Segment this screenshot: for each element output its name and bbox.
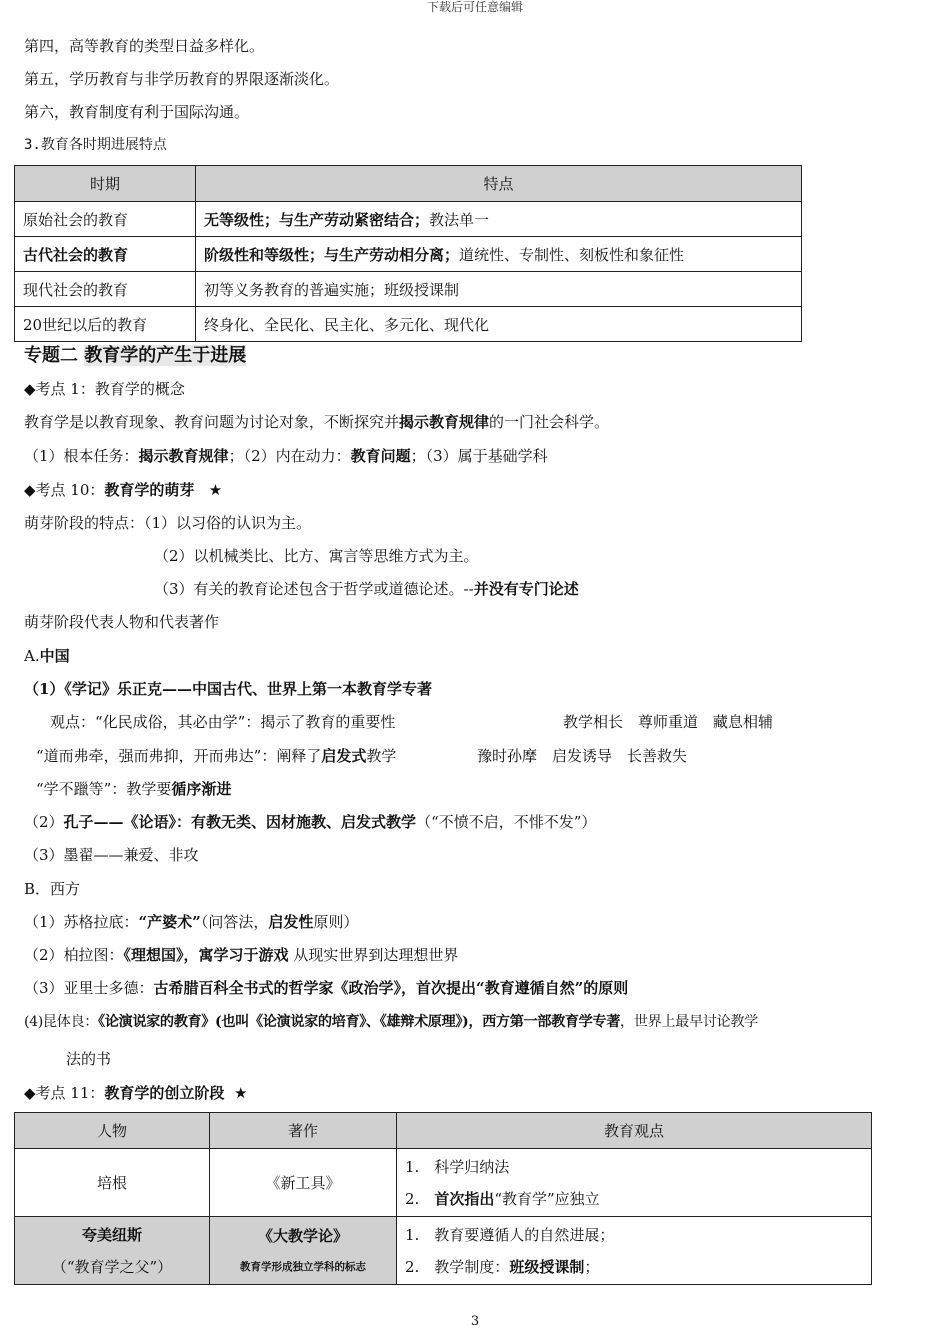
- subheading-periods: 3.教育各时期进展特点: [24, 137, 167, 153]
- aristotle-line: （3）亚里士多德：古希腊百科全书式的哲学家《政治学》，首次提出“教育遵循自然”的原则: [24, 979, 629, 997]
- kaodian-10: ◆考点 10：教育学的萌芽 ★: [24, 481, 223, 499]
- feature-cell: 无等级性；与生产劳动紧密结合；教法单一: [196, 202, 802, 237]
- intro-line-4: 第四，高等教育的类型日益多样化。: [24, 37, 265, 55]
- feature-cell: 终身化、全民化、民主化、多元化、现代化: [196, 307, 802, 342]
- plato-line: （2）柏拉图：《理想国》，寓学习于游戏 从现实世界到达理想世界: [24, 946, 459, 964]
- view-cell: 1. 教育要遵循人的自然进展； 2. 教学制度：班级授课制；: [397, 1217, 872, 1285]
- intro-line-6: 第六，教育制度有利于国际沟通。: [24, 103, 250, 121]
- period-cell: 现代社会的教育: [15, 272, 196, 307]
- th-view: 教育观点: [397, 1113, 872, 1149]
- china-heading: A.中国: [24, 647, 70, 665]
- th-person: 人物: [15, 1113, 210, 1149]
- work-cell: 《大教学论》 教育学形成独立学科的标志: [210, 1217, 397, 1285]
- quintilian-line-2: 法的书: [66, 1050, 112, 1068]
- kaodian-11: ◆考点 11：教育学的创立阶段 ★: [24, 1084, 248, 1102]
- table-row: [15, 1217, 872, 1285]
- xueji-view-3: “学不躐等”：教学要循序渐进: [36, 780, 232, 798]
- mozi-line: （3）墨翟——兼爱、非攻: [24, 846, 199, 864]
- section-title: 专题二 教育学的产生于进展: [24, 345, 247, 366]
- period-cell: 原始社会的教育: [15, 202, 196, 237]
- star-icon: ★: [208, 481, 223, 499]
- th-period: 时期: [15, 166, 196, 202]
- sprout-line-3: （3）有关的教育论述包含于哲学或道德论述。--并没有专门论述: [154, 580, 579, 598]
- th-work: 著作: [210, 1113, 397, 1149]
- feature-cell: 阶级性和等级性；与生产劳动相分离；道统性、专制性、刻板性和象征性: [196, 237, 802, 272]
- th-feature: 特点: [196, 166, 802, 202]
- table-row: [15, 237, 802, 272]
- confucius-line: （2）孔子——《论语》：有教无类、因材施教、启发式教学（“不愤不启，不悱不发”）: [24, 813, 597, 831]
- xueji-view-2-right: 豫时孙摩 启发诱导 长善救失: [477, 747, 688, 765]
- sprout-line-2: （2）以机械类比、比方、寓言等思维方式为主。: [154, 547, 479, 565]
- founders-table: [14, 1112, 872, 1285]
- table-row: [15, 1149, 872, 1217]
- xueji-view-1: 观点：“化民成俗，其必由学”：揭示了教育的重要性: [50, 713, 396, 731]
- period-cell: 20世纪以后的教育: [15, 307, 196, 342]
- xueji-view-2: “道而弗牵，强而弗抑，开而弗达”：阐释了启发式教学: [36, 747, 397, 765]
- intro-line-5: 第五，学历教育与非学历教育的界限逐渐淡化。: [24, 70, 340, 88]
- tasks-line: （1）根本任务：揭示教育规律；（2）内在动力：教育问题；（3）属于基础学科: [24, 447, 548, 465]
- period-cell: 古代社会的教育: [15, 237, 196, 272]
- sprout-line-4: 萌芽阶段代表人物和代表著作: [24, 613, 220, 631]
- page-number: 3: [470, 1314, 480, 1329]
- view-cell: 1. 科学归纳法 2. 首次指出“教育学”应独立: [397, 1149, 872, 1217]
- sprout-line-1: 萌芽阶段的特点：（1）以习俗的认识为主。: [24, 514, 312, 532]
- star-icon: ★: [233, 1084, 248, 1102]
- page-header: 下载后可任意编辑: [426, 0, 523, 14]
- table-row: [15, 202, 802, 237]
- xueji-line: （1）《学记》乐正克——中国古代、世界上第一本教育学专著: [24, 680, 432, 698]
- feature-cell: 初等义务教育的普遍实施；班级授课制: [196, 272, 802, 307]
- period-table: [14, 165, 802, 342]
- person-cell: 培根: [15, 1149, 210, 1217]
- kaodian-1: ◆考点 1：教育学的概念: [24, 380, 185, 398]
- quintilian-line: (4)昆体良：《论演说家的教育》(也叫《论演说家的培育》、《雄辩术原理》)，西方第一部教育学专著，世界上最早讨论教学: [24, 1014, 758, 1030]
- xueji-view-1-right: 教学相长 尊师重道 藏息相辅: [563, 713, 774, 731]
- definition: 教育学是以教育现象、教育问题为讨论对象，不断探究并揭示教育规律的一门社会科学。: [24, 413, 610, 431]
- work-cell: 《新工具》: [210, 1149, 397, 1217]
- table-row: [15, 272, 802, 307]
- table-row: [15, 307, 802, 342]
- west-heading: B．西方: [24, 880, 81, 898]
- person-cell: 夸美纽斯 （“教育学之父”）: [15, 1217, 210, 1285]
- socrates-line: （1）苏格拉底：“产婆术”（问答法，启发性原则）: [24, 913, 359, 931]
